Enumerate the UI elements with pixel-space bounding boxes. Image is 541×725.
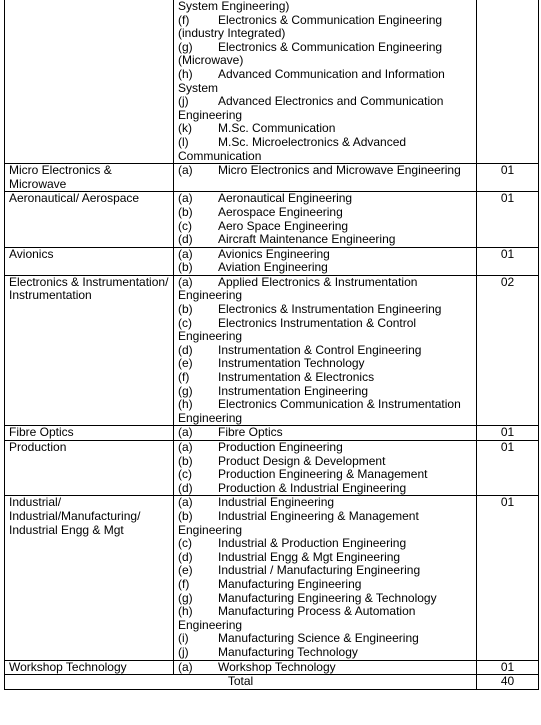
course-line xyxy=(178,109,472,123)
course-letter: (f) xyxy=(178,576,190,591)
course-letter: (a) xyxy=(178,274,193,289)
course-line xyxy=(178,468,472,482)
course-line xyxy=(178,82,472,96)
course-name: Communication xyxy=(178,148,262,163)
course-name: Production Engineering xyxy=(218,440,343,454)
course-name: M.Sc. Communication xyxy=(218,121,336,136)
course-line xyxy=(178,289,472,303)
course-line xyxy=(178,632,472,646)
course-name: Fibre Optics xyxy=(218,425,283,440)
discipline-cell: Fibre Optics xyxy=(5,426,174,441)
course-name: Industrial Engineering xyxy=(218,495,335,510)
total-count: 40 xyxy=(477,675,539,690)
course-letter: (b) xyxy=(178,453,193,468)
course-name: Aircraft Maintenance Engineering xyxy=(218,232,396,247)
course-letter: (c) xyxy=(178,315,192,330)
course-letter: (j) xyxy=(178,94,189,109)
count-cell: 01 xyxy=(477,426,539,441)
course-line xyxy=(178,605,472,619)
course-name: System Engineering) xyxy=(178,0,290,13)
course-letter: (c) xyxy=(178,536,192,551)
course-line xyxy=(178,455,472,469)
discipline-cell: Production xyxy=(5,441,174,496)
course-name: Engineering xyxy=(178,329,243,344)
course-name: Production & Industrial Engineering xyxy=(218,480,407,495)
course-line xyxy=(178,14,472,28)
course-letter: (a) xyxy=(178,659,193,674)
course-name: Electronics & Instrumentation Engineering xyxy=(218,302,442,317)
course-name: Engineering xyxy=(178,617,243,632)
discipline-cell: Micro Electronics & Microwave xyxy=(5,164,174,192)
discipline-cell: Electronics & Instrumentation/ Instrumentation xyxy=(5,275,174,426)
course-name: Manufacturing Engineering & Technology xyxy=(218,590,437,605)
course-name: (industry Integrated) xyxy=(178,26,286,41)
course-letter: (a) xyxy=(178,425,193,440)
course-line xyxy=(178,150,472,164)
table-row xyxy=(5,426,539,441)
count-cell xyxy=(477,0,539,164)
total-row xyxy=(5,675,539,690)
course-line xyxy=(178,206,472,220)
course-line xyxy=(178,303,472,317)
course-name: Manufacturing Process & Automation xyxy=(218,604,416,619)
course-line xyxy=(178,496,472,510)
table-row xyxy=(5,164,539,192)
course-letter: (d) xyxy=(178,232,193,247)
course-name: (Microwave) xyxy=(178,53,244,68)
courses-cell xyxy=(174,275,477,426)
course-line xyxy=(178,276,472,290)
courses-cell xyxy=(174,247,477,275)
course-line xyxy=(178,385,472,399)
table-row xyxy=(5,660,539,675)
course-line xyxy=(178,592,472,606)
course-letter: (k) xyxy=(178,121,192,136)
course-letter: (b) xyxy=(178,508,193,523)
course-line xyxy=(178,317,472,331)
course-letter: (g) xyxy=(178,590,193,605)
course-name: Industrial Engineering & Management xyxy=(218,508,419,523)
course-name: Instrumentation Engineering xyxy=(218,383,369,398)
course-line xyxy=(178,412,472,426)
course-letter: (d) xyxy=(178,480,193,495)
course-line xyxy=(178,357,472,371)
count-cell: 01 xyxy=(477,441,539,496)
course-line xyxy=(178,426,472,440)
discipline-cell xyxy=(5,0,174,164)
course-letter: (l) xyxy=(178,134,189,149)
course-name: Engineering xyxy=(178,522,243,537)
course-name: Industrial Engg & Mgt Engineering xyxy=(218,549,401,564)
course-name: Aeronautical Engineering xyxy=(218,191,353,206)
course-line xyxy=(178,619,472,633)
course-line xyxy=(178,524,472,538)
course-line xyxy=(178,248,472,262)
count-cell: 01 xyxy=(477,164,539,192)
course-letter: (f) xyxy=(178,12,190,27)
table-body xyxy=(5,0,539,675)
course-letter: (h) xyxy=(178,66,193,81)
course-letter: (c) xyxy=(178,218,192,233)
course-letter: (h) xyxy=(178,397,193,412)
course-line xyxy=(178,68,472,82)
course-letter: (d) xyxy=(178,549,193,564)
course-name: Electronics Instrumentation & Control xyxy=(218,315,417,330)
discipline-cell: Workshop Technology xyxy=(5,660,174,675)
course-name: Electronics & Communication Engineering xyxy=(218,39,443,54)
discipline-cell: Avionics xyxy=(5,247,174,275)
course-name: Manufacturing Technology xyxy=(218,644,358,659)
course-letter: (c) xyxy=(178,467,192,482)
course-name: Advanced Electronics and Communication xyxy=(218,94,444,109)
table-row xyxy=(5,441,539,496)
course-name: Avionics Engineering xyxy=(218,246,330,261)
course-letter: (f) xyxy=(178,370,190,385)
count-cell: 01 xyxy=(477,192,539,247)
course-name: Engineering xyxy=(178,410,243,425)
count-cell: 02 xyxy=(477,275,539,426)
course-name: Applied Electronics & Instrumentation xyxy=(218,274,418,289)
course-letter: (j) xyxy=(178,644,189,659)
courses-cell xyxy=(174,192,477,247)
course-name: Advanced Communication and Information xyxy=(218,66,445,81)
course-line xyxy=(178,233,472,247)
courses-cell xyxy=(174,0,477,164)
course-line xyxy=(178,344,472,358)
course-letter: (a) xyxy=(178,163,193,178)
courses-cell xyxy=(174,426,477,441)
course-name: Manufacturing Science & Engineering xyxy=(218,631,419,646)
count-cell: 01 xyxy=(477,496,539,660)
course-line xyxy=(178,27,472,41)
table-row xyxy=(5,192,539,247)
course-name: System xyxy=(178,80,219,95)
course-line xyxy=(178,136,472,150)
course-letter: (d) xyxy=(178,342,193,357)
total-label: Total xyxy=(5,675,477,690)
course-line xyxy=(178,441,472,455)
course-letter: (e) xyxy=(178,563,193,578)
course-name: Electronics Communication & Instrumentation xyxy=(218,397,461,412)
course-line xyxy=(178,261,472,275)
course-letter: (a) xyxy=(178,246,193,261)
course-name: Instrumentation & Control Engineering xyxy=(218,342,422,357)
table-row xyxy=(5,496,539,660)
course-line xyxy=(178,371,472,385)
table-row xyxy=(5,0,539,164)
courses-cell xyxy=(174,660,477,675)
course-line xyxy=(178,661,472,675)
course-line xyxy=(178,164,472,178)
course-name: Workshop Technology xyxy=(218,659,336,674)
course-name: Engineering xyxy=(178,107,243,122)
course-line xyxy=(178,646,472,660)
course-name: Aerospace Engineering xyxy=(218,204,343,219)
course-name: Aero Space Engineering xyxy=(218,218,349,233)
course-line xyxy=(178,0,472,14)
count-cell: 01 xyxy=(477,660,539,675)
course-name: Micro Electronics and Microwave Engineering xyxy=(218,163,461,178)
courses-cell xyxy=(174,441,477,496)
course-line xyxy=(178,537,472,551)
course-line xyxy=(178,578,472,592)
course-letter: (b) xyxy=(178,302,193,317)
course-name: Production Engineering & Management xyxy=(218,467,428,482)
course-line xyxy=(178,220,472,234)
table-row xyxy=(5,247,539,275)
course-name: Industrial / Manufacturing Engineering xyxy=(218,563,421,578)
course-name: M.Sc. Microelectronics & Advanced xyxy=(218,134,407,149)
course-letter: (b) xyxy=(178,260,193,275)
course-line xyxy=(178,192,472,206)
course-name: Industrial & Production Engineering xyxy=(218,536,407,551)
course-letter: (g) xyxy=(178,39,193,54)
courses-cell xyxy=(174,496,477,660)
course-line xyxy=(178,482,472,496)
course-name: Product Design & Development xyxy=(218,453,386,468)
course-line xyxy=(178,510,472,524)
course-letter: (e) xyxy=(178,356,193,371)
discipline-table xyxy=(4,0,539,690)
course-letter: (a) xyxy=(178,495,193,510)
course-letter: (a) xyxy=(178,191,193,206)
course-name: Engineering xyxy=(178,288,243,303)
course-letter: (a) xyxy=(178,440,193,454)
courses-cell xyxy=(174,164,477,192)
course-line xyxy=(178,54,472,68)
course-line xyxy=(178,41,472,55)
discipline-cell: Aeronautical/ Aerospace xyxy=(5,192,174,247)
course-line xyxy=(178,95,472,109)
course-line xyxy=(178,398,472,412)
course-letter: (b) xyxy=(178,204,193,219)
discipline-cell: Industrial/ Industrial/Manufacturing/ Industrial Engg & Mgt xyxy=(5,496,174,660)
course-line xyxy=(178,551,472,565)
course-name: Aviation Engineering xyxy=(218,260,328,275)
course-letter: (g) xyxy=(178,383,193,398)
course-name: Manufacturing Engineering xyxy=(218,576,362,591)
course-name: Electronics & Communication Engineering xyxy=(218,12,443,27)
course-name: Instrumentation Technology xyxy=(218,356,365,371)
course-line xyxy=(178,330,472,344)
count-cell: 01 xyxy=(477,247,539,275)
course-letter: (h) xyxy=(178,604,193,619)
course-letter: (i) xyxy=(178,631,189,646)
course-name: Instrumentation & Electronics xyxy=(218,370,375,385)
course-line xyxy=(178,122,472,136)
course-line xyxy=(178,564,472,578)
table-row xyxy=(5,275,539,426)
